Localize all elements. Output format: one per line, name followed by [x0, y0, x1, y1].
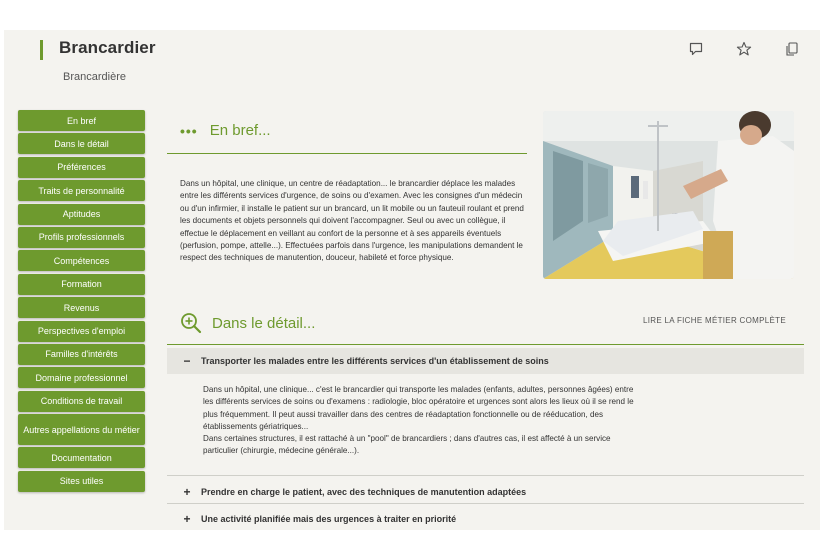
en-bref-header — [180, 122, 271, 139]
sidebar-item-formation[interactable]: Formation — [18, 274, 145, 295]
accordion-body-paragraph: Dans un hôpital, une clinique... c'est le brancardier qui transporte les malades (enfants, adultes, personnes âgées) entre les différents services de soins ou d'examens : radiologie, bloc opératoire et urgences sont alors les lieux où il se rend le plus fréquemment. Il peut aussi travailler dans des centres de réadaptation fonctionnelle ou de rééducation, des établissements gériatriques... — [203, 385, 634, 431]
sidebar-item-perspectives-emploi[interactable]: Perspectives d'emploi — [18, 321, 145, 342]
zoom-in-icon — [180, 312, 202, 334]
sidebar-item-familles-interets[interactable]: Familles d'intérêts — [18, 344, 145, 365]
sidebar-item-domaine-professionnel[interactable]: Domaine professionnel — [18, 367, 145, 388]
sidebar-item-traits-de-personnalite[interactable]: Traits de personnalité — [18, 180, 145, 201]
copy-icon[interactable] — [784, 41, 800, 57]
accordion-item-title: Une activité planifiée mais des urgences à traiter en priorité — [201, 514, 457, 524]
detail-divider — [167, 344, 804, 345]
sidebar-nav — [18, 110, 145, 494]
accordion-item-title: Prendre en charge le patient, avec des techniques de manutention adaptées — [201, 487, 527, 497]
sidebar-item-en-bref[interactable]: En bref — [18, 110, 145, 131]
en-bref-text: Dans un hôpital, une clinique, un centre de réadaptation... le brancardier déplace les malades entre les différents services d'urgence, de soins ou d'examen. Avec les consignes d'un médecin ou d'un infirmier, il installe le patient sur un brancard, un lit mobile ou un fauteuil roulant et prend les documents et objets personnels qui doivent l'accompagner. Seul ou avec un collègue, il effectue le déplacement en veillant au confort de la personne et à ses appareils éventuels (perfusion, pompe, attelle...). Effectuées parfois dans l'urgence, les manipulations demandent le respect des techniques de manutention, douceur, habileté et force physique. — [180, 179, 524, 263]
accordion-body-paragraph: Dans certaines structures, il est rattaché à un "pool" de brancardiers ; dans d'autres cas, il est affecté à un service particulier (chirurgie, médecine générale...). — [203, 434, 611, 456]
collapse-icon: − — [183, 354, 191, 368]
sidebar-item-autres-appellations[interactable]: Autres appellations du métier — [18, 414, 145, 445]
dots-icon: ••• — [180, 122, 198, 139]
sidebar-item-sites-utiles[interactable]: Sites utiles — [18, 471, 145, 492]
sidebar-item-documentation[interactable]: Documentation — [18, 447, 145, 468]
accordion-separator — [167, 475, 804, 476]
star-icon[interactable] — [736, 41, 752, 57]
hospital-corridor-photo — [543, 111, 794, 279]
read-full-sheet-link[interactable]: LIRE LA FICHE MÉTIER COMPLÈTE — [643, 316, 786, 325]
title-accent-bar — [40, 40, 43, 60]
expand-icon: + — [183, 512, 191, 526]
page-title: Brancardier — [59, 38, 156, 57]
accordion-item-activite-header[interactable] — [167, 508, 804, 530]
page-subtitle: Brancardière — [63, 71, 126, 83]
sidebar-item-aptitudes[interactable]: Aptitudes — [18, 204, 145, 225]
accordion-item-transport-header[interactable] — [167, 348, 804, 374]
accordion-separator — [167, 503, 804, 504]
sidebar-item-profils-professionnels[interactable]: Profils professionnels — [18, 227, 145, 248]
detail-title: Dans le détail... — [212, 314, 316, 332]
sidebar-item-competences[interactable]: Compétences — [18, 250, 145, 271]
accordion-item-transport-body — [203, 384, 643, 458]
comment-icon[interactable] — [688, 41, 704, 57]
sidebar-item-preferences[interactable]: Préférences — [18, 157, 145, 178]
sidebar-item-conditions-de-travail[interactable]: Conditions de travail — [18, 391, 145, 412]
accordion-item-prise-en-charge-header[interactable] — [167, 480, 804, 504]
en-bref-title: En bref... — [209, 122, 271, 139]
en-bref-divider — [167, 153, 527, 154]
detail-header — [180, 312, 315, 334]
expand-icon: + — [183, 485, 191, 499]
sidebar-item-revenus[interactable]: Revenus — [18, 297, 145, 318]
accordion-item-title: Transporter les malades entre les différents services d'un établissement de soins — [201, 356, 549, 366]
sidebar-item-dans-le-detail[interactable]: Dans le détail — [18, 133, 145, 154]
